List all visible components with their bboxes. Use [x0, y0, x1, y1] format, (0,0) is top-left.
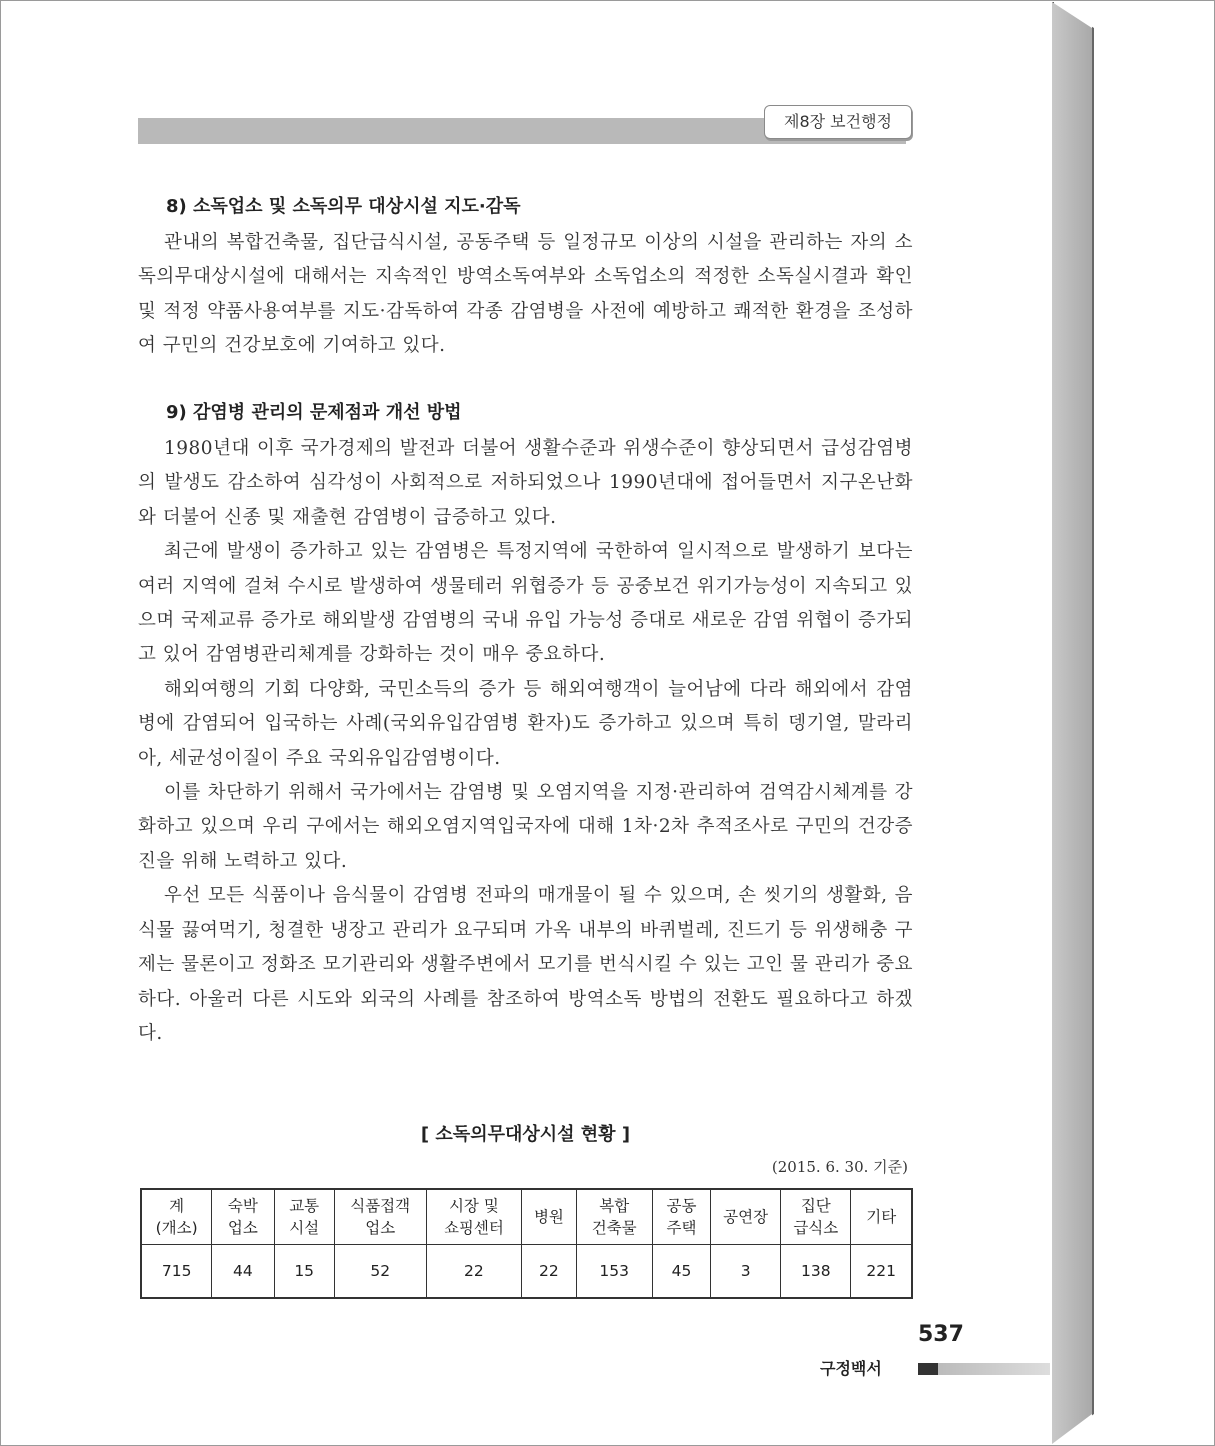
chapter-tab: 제8장 보건행정: [764, 105, 912, 139]
section-8: [138, 192, 913, 364]
section-8-title: 8) 소독업소 및 소독의무 대상시설 지도·감독: [166, 196, 521, 217]
cell-total: 715: [141, 1245, 212, 1299]
section-9-paragraph-4: 이를 차단하기 위해서 국가에서는 감염병 및 오염지역을 지정·관리하여 검역감시체계를 강화하고 있으며 우리 구에서는 해외오염지역입국자에 대해 1차·2차 추적조사로 구민의 건강증진을 위해 노력하고 있다.: [138, 782, 913, 872]
section-9-paragraph-3: 해외여행의 기회 다양화, 국민소득의 증가 등 해외여행객이 늘어남에 다라 해외에서 감염병에 감염되어 입국하는 사례(국외유입감염병 환자)도 증가하고 있으며 특히 뎅기열, 말라리아, 세균성이질이 주요 국외유입감염병이다.: [138, 678, 913, 769]
cell-complex-building: 153: [576, 1245, 652, 1299]
header-other: 기타: [851, 1189, 912, 1245]
cell-transport: 15: [274, 1245, 334, 1299]
cell-hospital: 22: [522, 1245, 576, 1299]
header-total: 계 (개소): [141, 1189, 212, 1245]
table-header-row: [141, 1189, 912, 1245]
cell-market-mall: 22: [426, 1245, 522, 1299]
cell-cafeteria: 138: [781, 1245, 851, 1299]
header-complex-building: 복합 건축물: [576, 1189, 652, 1245]
cell-lodging: 44: [212, 1245, 274, 1299]
header-cafeteria: 집단 급식소: [781, 1189, 851, 1245]
header-transport: 교통 시설: [274, 1189, 334, 1245]
section-9: [138, 398, 913, 1051]
facility-table: [140, 1188, 913, 1299]
footer-bar: [938, 1363, 1050, 1375]
book-title: 구정백서: [820, 1359, 882, 1378]
cell-theater: 3: [711, 1245, 781, 1299]
table-row: [141, 1245, 912, 1299]
section-9-paragraph-2: 최근에 발생이 증가하고 있는 감염병은 특정지역에 국한하여 일시적으로 발생하기 보다는 여러 지역에 걸쳐 수시로 발생하여 생물테러 위협증가 등 공중보건 위기가능성이 지속되고 있으며 국제교류 증가로 해외발생 감염병의 국내 유입 가능성 증대로 새로운 감염 위협이 증가되고 있어 감염병관리체계를 강화하는 것이 매우 중요하다.: [138, 541, 913, 666]
table-date-note: (2015. 6. 30. 기준): [771, 1158, 908, 1176]
footer-marker: [918, 1363, 938, 1375]
section-9-paragraph-5: 우선 모든 식품이나 음식물이 감염병 전파의 매개물이 될 수 있으며, 손 씻기의 생활화, 음식물 끓여먹기, 청결한 냉장고 관리가 요구되며 가옥 내부의 바퀴벌레, 진드기 등 위생해충 구제는 물론이고 정화조 모기관리와 생활주변에서 모기를 번식시킬 수 있는 고인 물 관리가 중요하다. 아울러 다른 시도와 외국의 사례를 참조하여 방역소독 방법의 전환도 필요하다고 하겠다.: [138, 885, 913, 1044]
header-apartment: 공동 주택: [652, 1189, 710, 1245]
section-8-paragraph: 관내의 복합건축물, 집단급식시설, 공동주택 등 일정규모 이상의 시설을 관리하는 자의 소독의무대상시설에 대해서는 지속적인 방역소독여부와 소독업소의 적정한 소독실시결과 확인 및 적정 약품사용여부를 지도·감독하여 각종 감염병을 사전에 예방하고 쾌적한 환경을 조성하여 구민의 건강보호에 기여하고 있다.: [138, 232, 913, 357]
section-9-title: 9) 감염병 관리의 문제점과 개선 방법: [166, 402, 462, 423]
header-food-service: 식품접객 업소: [334, 1189, 426, 1245]
header-market-mall: 시장 및 쇼핑센터: [426, 1189, 522, 1245]
page-number: 537: [918, 1322, 964, 1347]
header-hospital: 병원: [522, 1189, 576, 1245]
header-lodging: 숙박 업소: [212, 1189, 274, 1245]
header-theater: 공연장: [711, 1189, 781, 1245]
section-9-paragraph-1: 1980년대 이후 국가경제의 발전과 더불어 생활수준과 위생수준이 향상되면서 급성감염병의 발생도 감소하여 심각성이 사회적으로 저하되었으나 1990년대에 접어들면서 지구온난화와 더불어 신종 및 재출현 감염병이 급증하고 있다.: [138, 438, 913, 528]
cell-other: 221: [851, 1245, 912, 1299]
cell-food-service: 52: [334, 1245, 426, 1299]
table-title: [ 소독의무대상시설 현황 ]: [420, 1124, 631, 1145]
page-stack-outline: [1052, 2, 1094, 1444]
cell-apartment: 45: [652, 1245, 710, 1299]
